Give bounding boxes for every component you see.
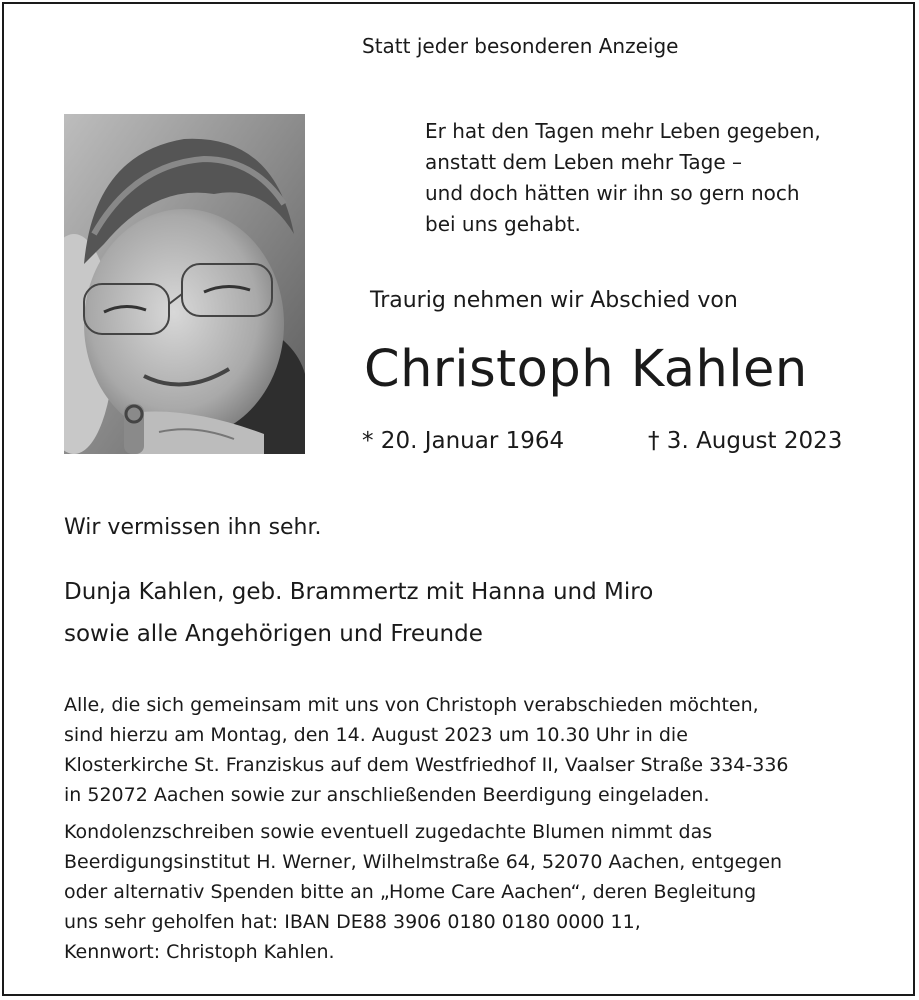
funeral-line: Alle, die sich gemeinsam mit uns von Christoph verabschieden möchten, bbox=[64, 694, 759, 716]
funeral-line: sind hierzu am Montag, den 14. August 2023 um 10.30 Uhr in die bbox=[64, 724, 688, 746]
funeral-line: in 52072 Aachen sowie zur anschließenden Beerdigung eingeladen. bbox=[64, 784, 710, 806]
quote-line: Er hat den Tagen mehr Leben gegeben, bbox=[425, 119, 821, 143]
condolences-line: Kondolenzschreiben sowie eventuell zugedachte Blumen nimmt das bbox=[64, 821, 713, 843]
intro-text: Traurig nehmen wir Abschied von bbox=[370, 288, 738, 313]
family-line: sowie alle Angehörigen und Freunde bbox=[64, 621, 483, 647]
funeral-paragraph bbox=[64, 690, 789, 810]
family-line: Dunja Kahlen, geb. Brammertz mit Hanna und Miro bbox=[64, 579, 654, 605]
quote-line: bei uns gehabt. bbox=[425, 212, 581, 236]
portrait-photo bbox=[64, 114, 305, 454]
condolences-line: oder alternativ Spenden bitte an „Home Care Aachen“, deren Begleitung bbox=[64, 881, 757, 903]
condolences-line: Beerdigungsinstitut H. Werner, Wilhelmstraße 64, 52070 Aachen, entgegen bbox=[64, 851, 783, 873]
death-date: † 3. August 2023 bbox=[648, 428, 843, 454]
quote-line: anstatt dem Leben mehr Tage – bbox=[425, 150, 743, 174]
header-text: Statt jeder besonderen Anzeige bbox=[362, 34, 679, 58]
quote-line: und doch hätten wir ihn so gern noch bbox=[425, 181, 800, 205]
condolences-line: Kennwort: Christoph Kahlen. bbox=[64, 941, 335, 963]
deceased-name: Christoph Kahlen bbox=[364, 340, 808, 399]
quote bbox=[425, 116, 821, 240]
family-names bbox=[64, 571, 653, 655]
miss-text: Wir vermissen ihn sehr. bbox=[64, 515, 322, 540]
condolences-line: uns sehr geholfen hat: IBAN DE88 3906 0180 0180 0000 11, bbox=[64, 911, 641, 933]
condolences-paragraph bbox=[64, 817, 782, 967]
funeral-line: Klosterkirche St. Franziskus auf dem Westfriedhof II, Vaalser Straße 334-336 bbox=[64, 754, 789, 776]
birth-date: * 20. Januar 1964 bbox=[362, 428, 565, 454]
